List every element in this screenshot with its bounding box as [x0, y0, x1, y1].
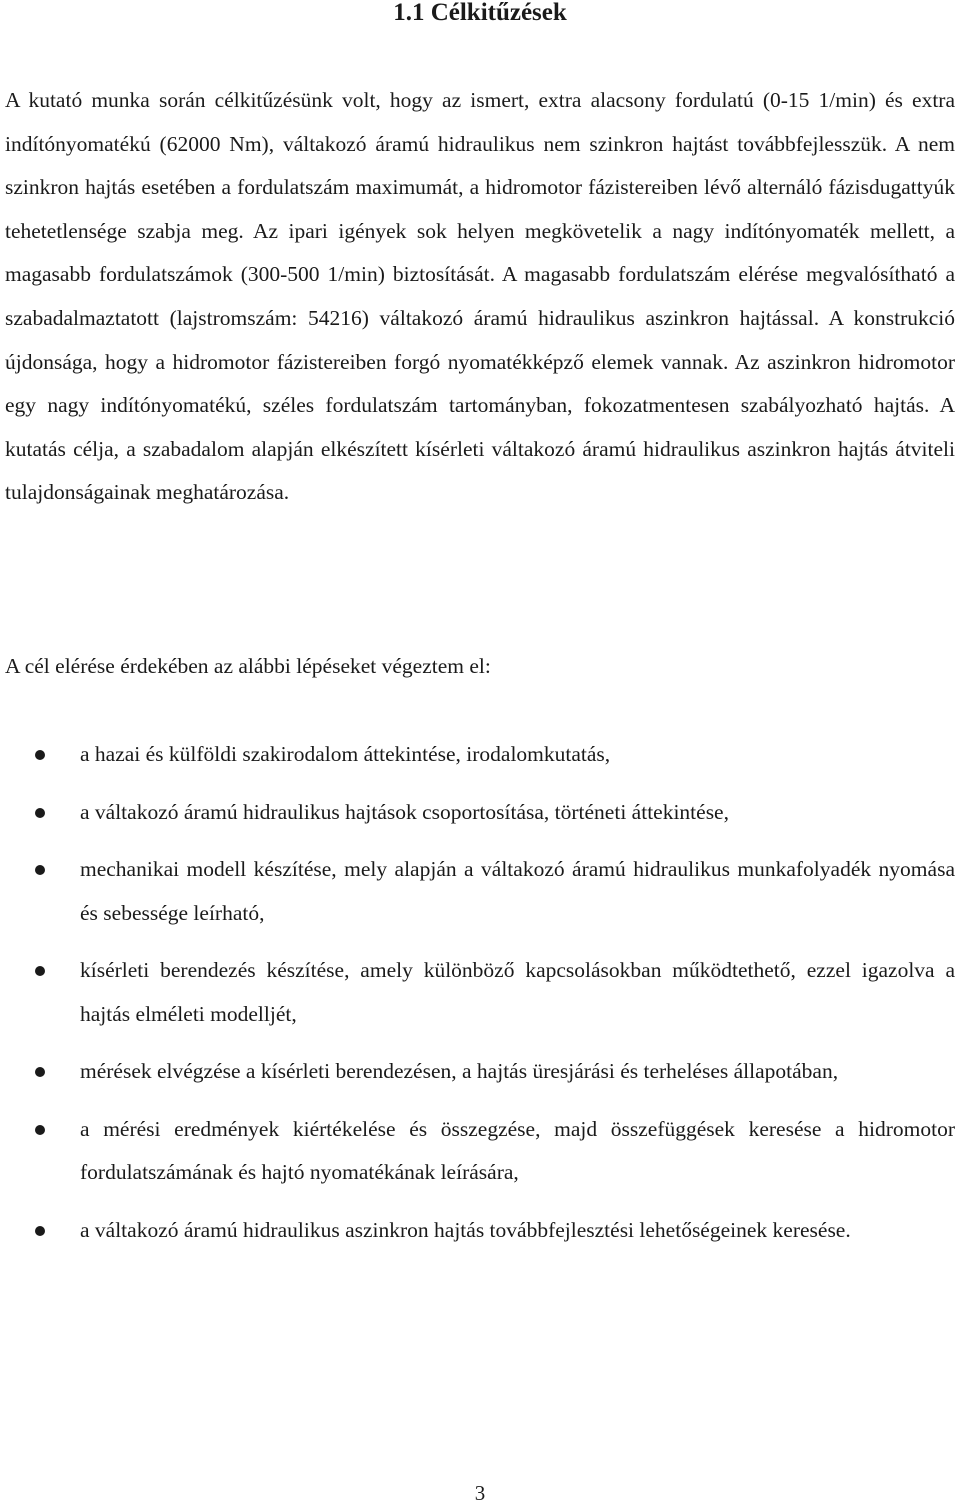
list-item: [5, 848, 955, 935]
list-item: [5, 733, 955, 777]
section-heading: 1.1 Célkitűzések: [393, 0, 567, 26]
list-item-text: a váltakozó áramú hidraulikus aszinkron hajtás továbbfejlesztési lehetőségeinek keresése.: [80, 1217, 851, 1242]
list-item: [5, 1209, 955, 1253]
list-item-text: kísérleti berendezés készítése, amely különböző kapcsolásokban működtethető, ezzel igazolva a hajtás elméleti modelljét,: [80, 958, 955, 1026]
steps-lead-paragraph: A cél elérése érdekében az alábbi lépéseket végeztem el:: [5, 654, 491, 678]
bullet-icon: [35, 750, 45, 760]
list-item: [5, 1050, 955, 1094]
bullet-icon: [35, 966, 45, 976]
bullet-icon: [35, 1125, 45, 1135]
steps-list: [5, 733, 955, 1266]
list-item-text: a hazai és külföldi szakirodalom áttekintése, irodalomkutatás,: [80, 742, 611, 766]
page-number: 3: [474, 1481, 486, 1505]
list-item-text: a mérési eredmények kiértékelése és összegzése, majd összefüggések keresése a hidromotor fordulatszámának és hajtó nyomatékának leírására,: [80, 1116, 955, 1184]
intro-paragraph: A kutató munka során célkitűzésünk volt, hogy az ismert, extra alacsony fordulatú (0-15 1/min) és extra indítónyomatékú (62000 Nm), váltakozó áramú hidraulikus nem szinkron hajtást továbbfejlesszük. A nem szinkron hajtás esetében a fordulatszám maximumát, a hidromotor fázistereiben lévő alternáló fázisdugattyúk tehetetlensége szabja meg. Az ipari igények sok helyen megkövetelik a nagy indítónyomaték mellett, a magasabb fordulatszámok (300-500 1/min) biztosítását. A magasabb fordulatszám elérése megvalósítható a szabadalmaztatott (lajstromszám: 54216) váltakozó áramú hidraulikus aszinkron hajtással. A konstrukció újdonsága, hogy a hidromotor fázistereiben forgó nyomatékképző elemek vannak. Az aszinkron hidromotor egy nagy indítónyomatékú, széles fordulatszám tartományban, fokozatmentesen szabályozható hajtás. A kutatás célja, a szabadalom alapján elkészített kísérleti váltakozó áramú hidraulikus aszinkron hajtás átviteli tulajdonságainak meghatározása.: [5, 88, 955, 505]
list-item-text: mérések elvégzése a kísérleti berendezésen, a hajtás üresjárási és terheléses állapotában,: [80, 1059, 839, 1083]
bullet-icon: [35, 1067, 45, 1077]
list-item-text: a váltakozó áramú hidraulikus hajtások csoportosítása, történeti áttekintése,: [80, 799, 729, 824]
bullet-icon: [35, 808, 45, 818]
list-item-text: mechanikai modell készítése, mely alapján a váltakozó áramú hidraulikus munkafolyadék nyomása és sebessége leírható,: [80, 857, 955, 925]
list-item: [5, 1108, 955, 1195]
list-item: [5, 791, 955, 835]
bullet-icon: [35, 1226, 45, 1236]
list-item: [5, 949, 955, 1036]
bullet-icon: [35, 865, 45, 875]
